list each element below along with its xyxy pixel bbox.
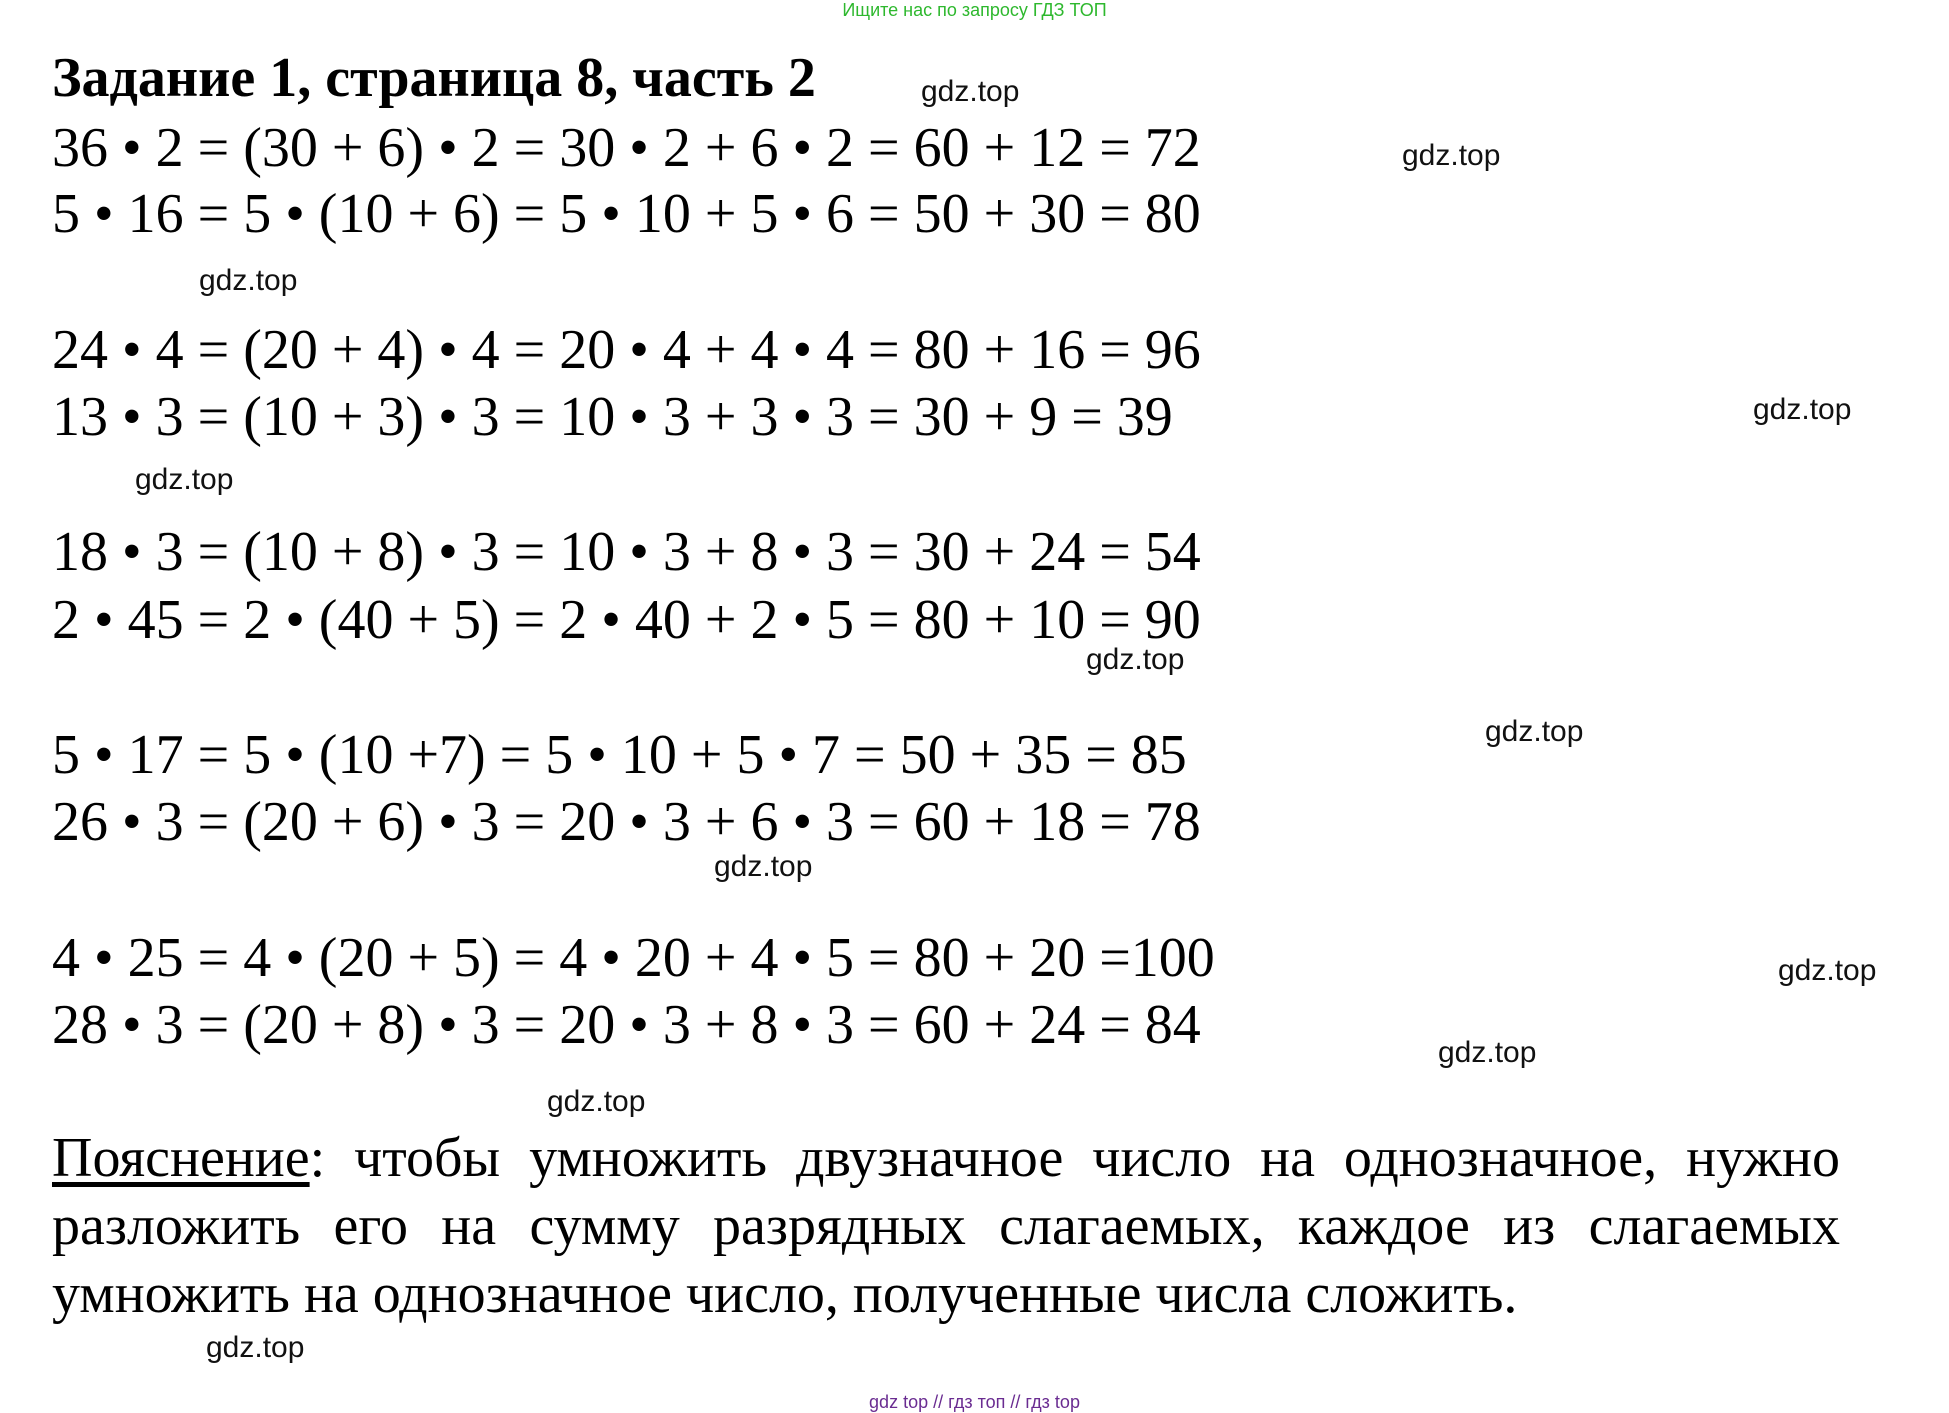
watermark: gdz.top	[1778, 954, 1877, 987]
explanation-paragraph	[52, 1124, 1840, 1328]
explanation-line-1	[52, 1124, 1840, 1192]
equation-line: 36 • 2 = (30 + 6) • 2 = 30 • 2 + 6 • 2 = 60 + 12 = 72	[52, 117, 1201, 179]
watermark: gdz.top	[1438, 1036, 1537, 1069]
watermark: gdz.top	[547, 1085, 646, 1118]
equation-line: 26 • 3 = (20 + 6) • 3 = 20 • 3 + 6 • 3 = 60 + 18 = 78	[52, 791, 1201, 853]
watermark: gdz.top	[1485, 715, 1584, 748]
equation-line: 24 • 4 = (20 + 4) • 4 = 20 • 4 + 4 • 4 = 80 + 16 = 96	[52, 319, 1201, 381]
equation-line: 4 • 25 = 4 • (20 + 5) = 4 • 20 + 4 • 5 = 80 + 20 =100	[52, 927, 1215, 989]
top-banner: Ищите нас по запросу ГДЗ ТОП	[842, 0, 1107, 20]
watermark: gdz.top	[1402, 139, 1501, 172]
equation-line: 2 • 45 = 2 • (40 + 5) = 2 • 40 + 2 • 5 = 80 + 10 = 90	[52, 589, 1201, 651]
watermark: gdz.top	[714, 850, 813, 883]
equation-line: 28 • 3 = (20 + 8) • 3 = 20 • 3 + 8 • 3 = 60 + 24 = 84	[52, 994, 1201, 1056]
explanation-line-2: разложить его на сумму разрядных слагаемых, каждое из слагаемых	[52, 1195, 1840, 1257]
bottom-banner: gdz top // гдз топ // гдз top	[869, 1392, 1080, 1412]
watermark: gdz.top	[921, 75, 1020, 108]
page-title: Задание 1, страница 8, часть 2	[52, 47, 816, 109]
watermark: gdz.top	[206, 1331, 305, 1364]
watermark: gdz.top	[1753, 393, 1852, 426]
watermark: gdz.top	[135, 463, 234, 496]
watermark: gdz.top	[199, 264, 298, 297]
equation-line: 5 • 16 = 5 • (10 + 6) = 5 • 10 + 5 • 6 = 50 + 30 = 80	[52, 183, 1201, 245]
explanation-line-3: умножить на однозначное число, полученные числа сложить.	[52, 1263, 1518, 1325]
equation-line: 13 • 3 = (10 + 3) • 3 = 10 • 3 + 3 • 3 = 30 + 9 = 39	[52, 386, 1173, 448]
explanation-label: Пояснение	[52, 1127, 310, 1189]
watermark: gdz.top	[1086, 643, 1185, 676]
explanation-text: : чтобы умножить двузначное число на однозначное, нужно	[309, 1127, 1840, 1189]
equation-line: 5 • 17 = 5 • (10 +7) = 5 • 10 + 5 • 7 = 50 + 35 = 85	[52, 724, 1187, 786]
equation-line: 18 • 3 = (10 + 8) • 3 = 10 • 3 + 8 • 3 = 30 + 24 = 54	[52, 521, 1201, 583]
